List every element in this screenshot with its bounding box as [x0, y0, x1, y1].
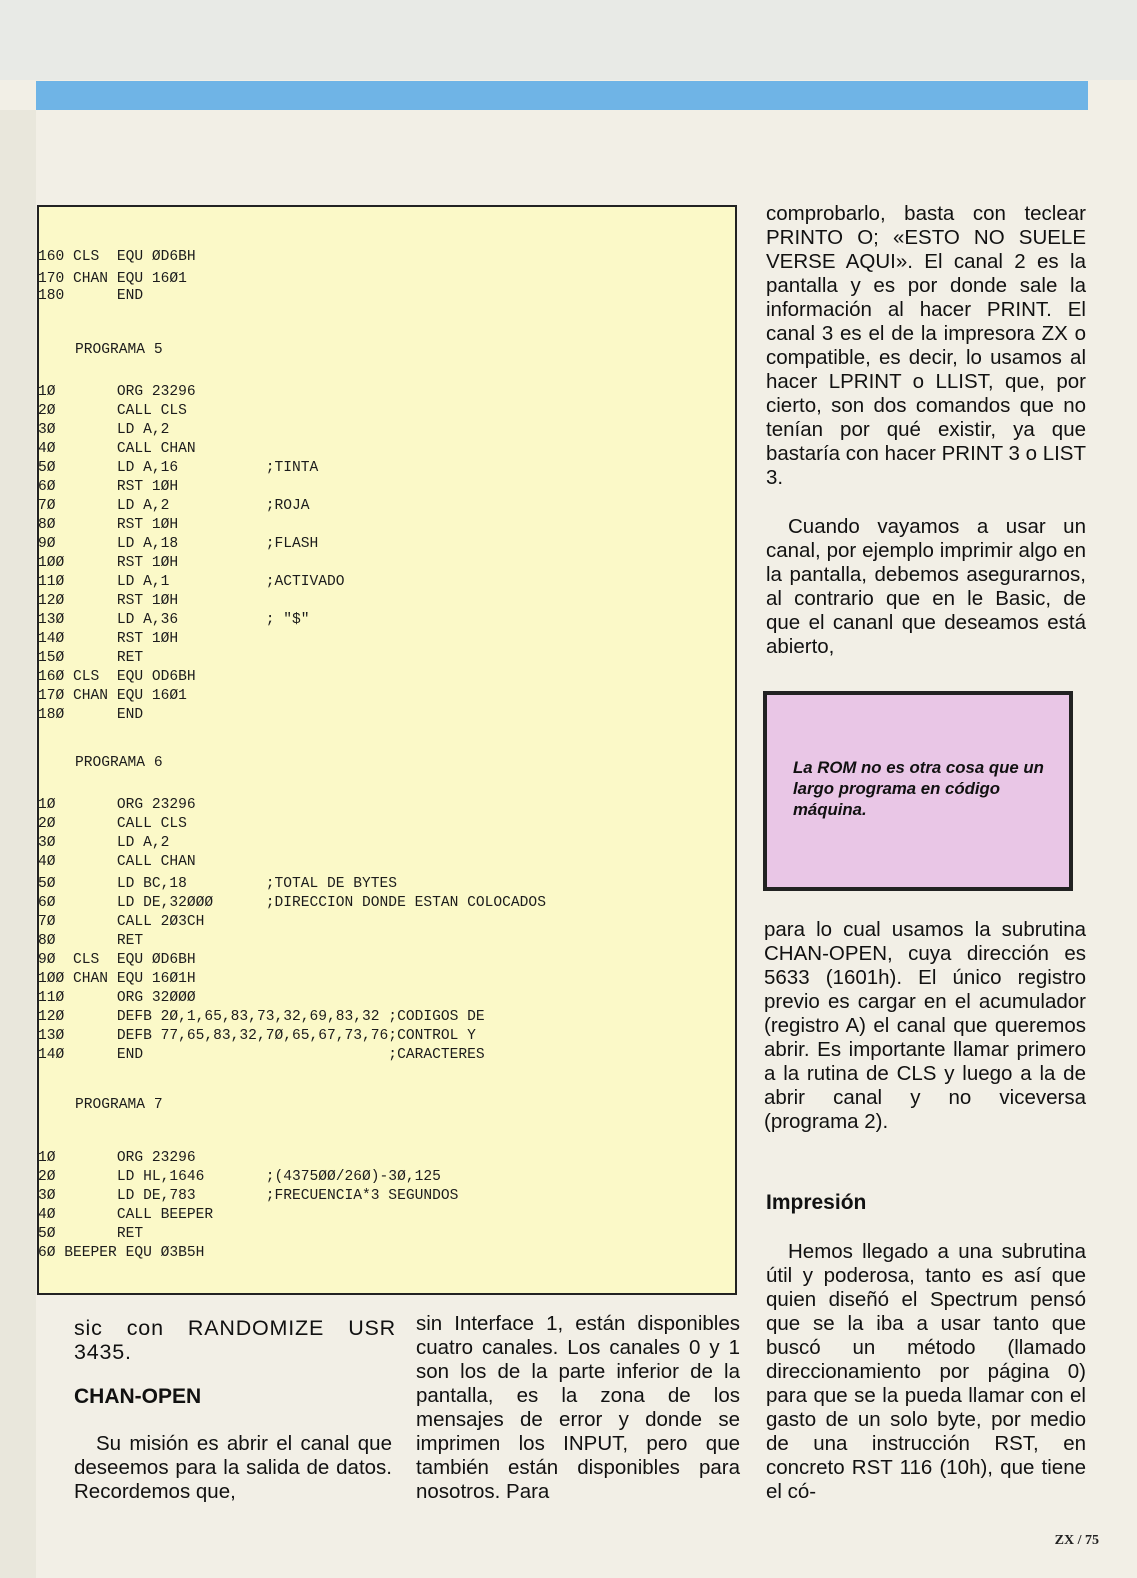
- code-line: 18Ø END: [38, 707, 144, 723]
- code-line: 2Ø CALL CLS: [38, 816, 187, 832]
- code-line: 9Ø CLS EQU ØD6BH: [38, 952, 196, 968]
- code-line: 1Ø ORG 23296: [38, 384, 196, 400]
- code-line: 8Ø RET: [38, 933, 144, 949]
- col3-paragraph-1: comprobarlo, basta con teclear PRINTO O; «ESTO NO SUELE VERSE AQUI». El canal 2 es la pantalla y es por donde sale la información al hacer PRINT. El canal 3 es el de la impresora ZX o compatible, es decir, lo usamos al hacer LPRINT o LLIST, que, por cierto, son dos comandos que no tenían por qué existir, ya que bastaría con hacer PRINT 3 o LIST 3.: [766, 202, 1086, 489]
- col3-paragraph-2: Cuando vayamos a usar un canal, por ejemplo imprimir algo en la pantalla, debemos asegurarnos, al contrario que en le Basic, de que el cananl que deseamos está abierto,: [766, 515, 1086, 658]
- code-line: 14Ø END ;CARACTERES: [38, 1047, 485, 1063]
- code-line: 2Ø CALL CLS: [38, 403, 187, 419]
- code-line: 3Ø LD A,2: [38, 422, 170, 438]
- code-line: 180 END: [38, 288, 144, 304]
- code-line: 1Ø ORG 23296: [38, 1150, 196, 1166]
- code-line: 5Ø LD BC,18 ;TOTAL DE BYTES: [38, 876, 398, 892]
- code-line: 7Ø LD A,2 ;ROJA: [38, 498, 310, 514]
- code-line: 4Ø CALL BEEPER: [38, 1207, 214, 1223]
- col1-paragraph: Su misión es abrir el canal que deseemos para la salida de datos. Recordemos que,: [74, 1432, 392, 1503]
- code-line: 3Ø LD DE,783 ;FRECUENCIA*3 SEGUNDOS: [38, 1188, 459, 1204]
- code-line: 8Ø RST 1ØH: [38, 517, 179, 533]
- code-line: 11Ø ORG 32ØØØ: [38, 990, 196, 1006]
- code-line: 6Ø LD DE,32ØØØ ;DIRECCION DONDE ESTAN COLOCADOS: [38, 895, 546, 911]
- code-line: 4Ø CALL CHAN: [38, 441, 196, 457]
- code-line: 15Ø RET: [38, 650, 144, 666]
- col2-paragraph: sin Interface 1, están disponibles cuatro canales. Los canales 0 y 1 son los de la parte inferior de la pantalla, es la zona de los mensajes de error y donde se imprimen los INPUT, pero que también están disponibles para nosotros. Para: [416, 1312, 740, 1503]
- code-line: 9Ø LD A,18 ;FLASH: [38, 536, 319, 552]
- header-color-bar: [36, 81, 1088, 110]
- pull-quote-text: La ROM no es otra cosa que un largo programa en código máquina.: [767, 695, 1069, 887]
- code-line: 13Ø LD A,36 ; "$": [38, 612, 310, 628]
- program-label: PROGRAMA 5: [75, 342, 163, 358]
- col3-paragraph-3: para lo cual usamos la subrutina CHAN-OPEN, cuya dirección es 5633 (1601h). El único registro previo es cargar en el acumulador (registro A) el canal que queremos abrir. Es importante llamar primero a la rutina de CLS y luego a la de abrir canal y no viceversa (programa 2).: [764, 918, 1086, 1133]
- chan-open-heading: CHAN-OPEN: [74, 1385, 202, 1408]
- col1-top-text: sic con RANDOMIZE USR 3435.: [74, 1316, 396, 1364]
- code-line: 3Ø LD A,2: [38, 835, 170, 851]
- code-line: 7Ø CALL 2Ø3CH: [38, 914, 205, 930]
- pull-quote-box: [763, 691, 1073, 891]
- program-label: PROGRAMA 7: [75, 1097, 163, 1113]
- code-line: 16Ø CLS EQU OD6BH: [38, 669, 196, 685]
- code-line: 5Ø RET: [38, 1226, 144, 1242]
- code-line: 160 CLS EQU ØD6BH: [38, 249, 196, 265]
- code-line: 2Ø LD HL,1646 ;(4375ØØ/26Ø)-3Ø,125: [38, 1169, 441, 1185]
- page-number: ZX / 75: [1054, 1533, 1099, 1548]
- page-gutter: [0, 110, 36, 1578]
- program-label: PROGRAMA 6: [75, 755, 163, 771]
- code-line: 170 CHAN EQU 16Ø1: [38, 271, 187, 287]
- code-line: 12Ø RST 1ØH: [38, 593, 179, 609]
- code-line: 1ØØ RST 1ØH: [38, 555, 179, 571]
- code-line: 14Ø RST 1ØH: [38, 631, 179, 647]
- code-line: 5Ø LD A,16 ;TINTA: [38, 460, 319, 476]
- col3-paragraph-4: Hemos llegado a una subrutina útil y poderosa, tanto es así que quien diseñó el Spectrum pensó que se la iba a usar tanto que buscó un método (llamado direccionamiento por página 0) para que se la pueda llamar con el gasto de un solo byte, por medio de una instrucción RST, en concreto RST 116 (10h), que tiene el có-: [766, 1240, 1086, 1503]
- code-line: 12Ø DEFB 2Ø,1,65,83,73,32,69,83,32 ;CODIGOS DE: [38, 1009, 485, 1025]
- top-margin: [0, 0, 1137, 80]
- code-line: 17Ø CHAN EQU 16Ø1: [38, 688, 187, 704]
- code-line: 11Ø LD A,1 ;ACTIVADO: [38, 574, 345, 590]
- impresion-heading: Impresión: [766, 1191, 867, 1214]
- code-line: 6Ø BEEPER EQU Ø3B5H: [38, 1245, 205, 1261]
- code-line: 13Ø DEFB 77,65,83,32,7Ø,65,67,73,76;CONTROL Y: [38, 1028, 476, 1044]
- code-line: 4Ø CALL CHAN: [38, 854, 196, 870]
- code-listing-box: [37, 205, 737, 1295]
- code-line: 1Ø ORG 23296: [38, 797, 196, 813]
- code-line: 1ØØ CHAN EQU 16Ø1H: [38, 971, 196, 987]
- code-line: 6Ø RST 1ØH: [38, 479, 179, 495]
